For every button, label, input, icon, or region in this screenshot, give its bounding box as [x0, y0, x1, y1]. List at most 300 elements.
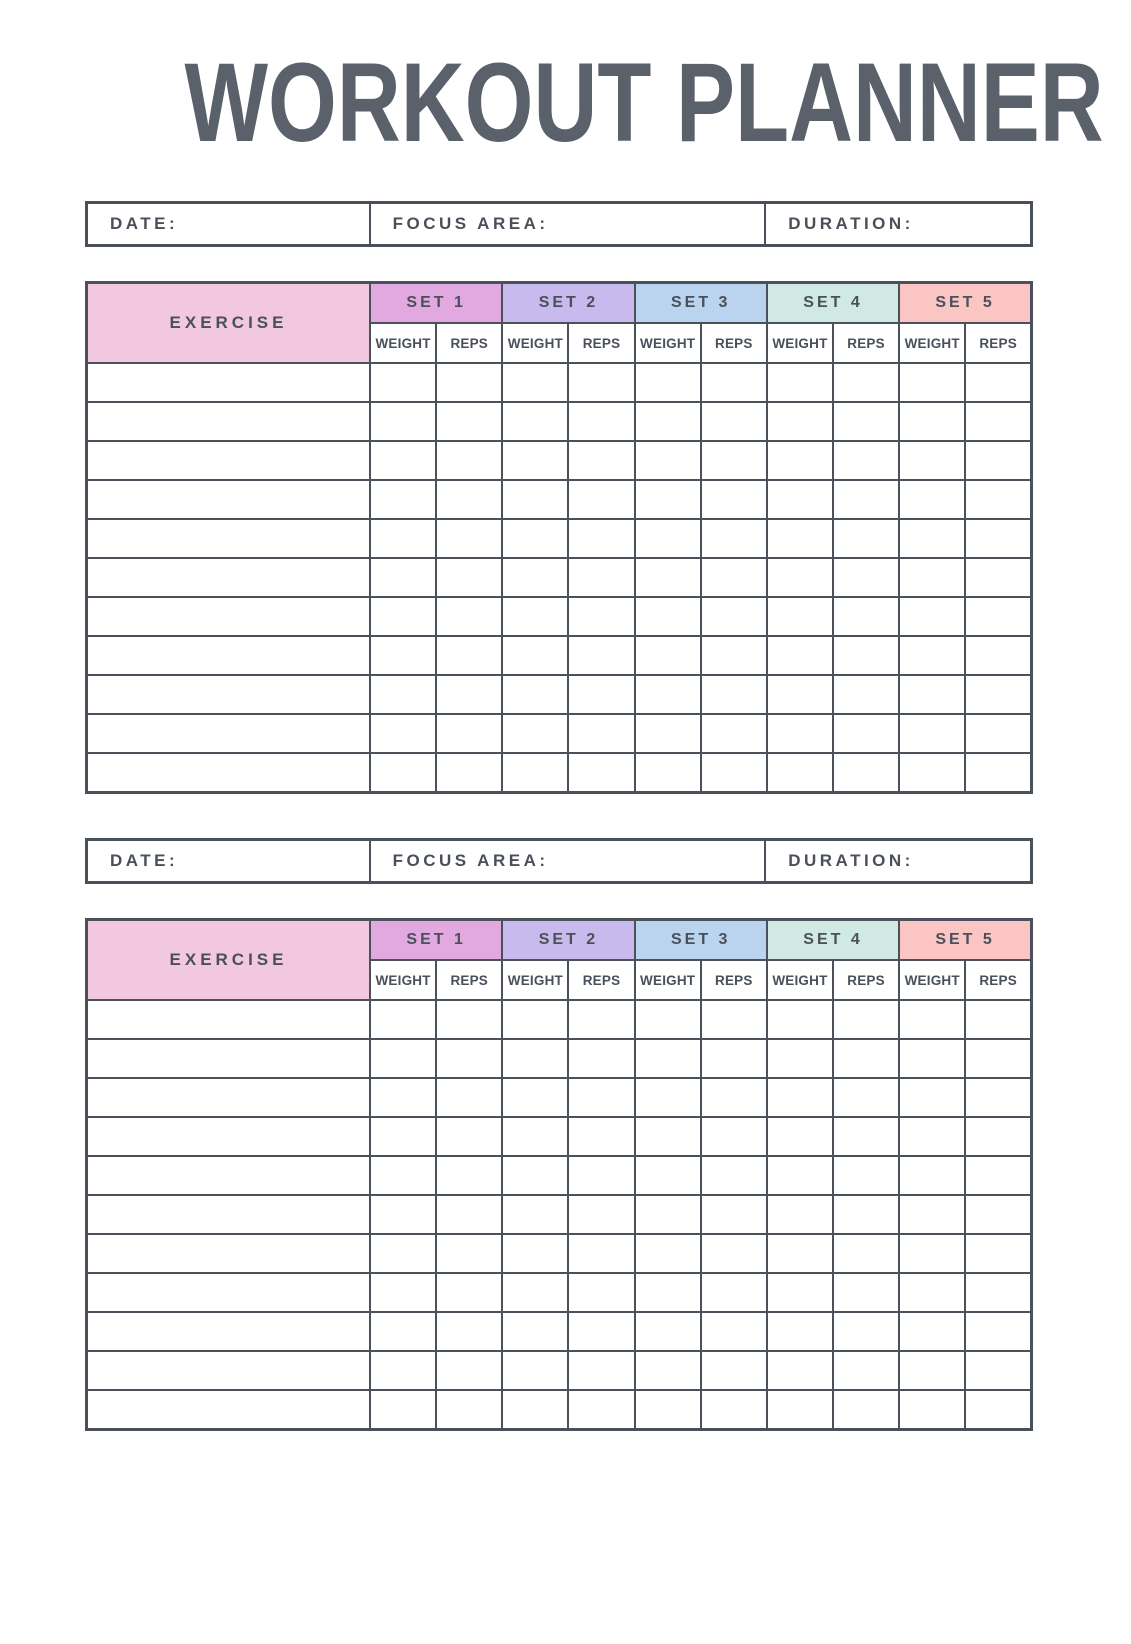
- table-row: [87, 675, 1032, 714]
- session-info-bar: [85, 838, 1033, 884]
- weight-cell: [767, 1039, 833, 1078]
- weight-cell: [767, 1234, 833, 1273]
- reps-cell: [436, 1273, 502, 1312]
- reps-cell: [833, 1234, 899, 1273]
- weight-cell: [502, 675, 568, 714]
- workout-session-section: [85, 838, 1033, 1431]
- weight-cell: [899, 1195, 965, 1234]
- reps-cell: [701, 558, 767, 597]
- focus-area-field: [371, 841, 767, 881]
- weight-cell: [767, 597, 833, 636]
- exercise-cell: [87, 1273, 371, 1312]
- weight-cell: [370, 1390, 436, 1429]
- weight-cell: [635, 714, 701, 753]
- set-3-header: SET 3: [635, 919, 767, 960]
- duration-field: [766, 204, 1030, 244]
- weight-cell: [767, 1117, 833, 1156]
- reps-cell: [701, 1312, 767, 1351]
- weight-cell: [635, 1000, 701, 1039]
- reps-cell: [568, 519, 634, 558]
- weight-cell: [899, 597, 965, 636]
- reps-cell: [568, 1000, 634, 1039]
- reps-cell: [833, 363, 899, 402]
- weight-cell: [767, 636, 833, 675]
- reps-cell: [436, 1156, 502, 1195]
- reps-cell: [568, 1039, 634, 1078]
- weight-cell: [899, 1273, 965, 1312]
- table-row: [87, 1156, 1032, 1195]
- weight-cell: [767, 1156, 833, 1195]
- table-row: [87, 441, 1032, 480]
- reps-cell: [568, 480, 634, 519]
- reps-cell: [965, 402, 1031, 441]
- reps-cell: [436, 363, 502, 402]
- weight-cell: [502, 1078, 568, 1117]
- weight-header: WEIGHT: [370, 960, 436, 1000]
- weight-cell: [502, 714, 568, 753]
- set-5-header: SET 5: [899, 919, 1031, 960]
- set-4-header: SET 4: [767, 282, 899, 323]
- reps-cell: [436, 714, 502, 753]
- reps-header: REPS: [568, 323, 634, 363]
- reps-cell: [701, 1351, 767, 1390]
- weight-cell: [370, 480, 436, 519]
- reps-cell: [568, 1351, 634, 1390]
- duration-label: DURATION:: [788, 213, 914, 233]
- weight-cell: [767, 519, 833, 558]
- weight-cell: [502, 597, 568, 636]
- weight-cell: [767, 558, 833, 597]
- weight-cell: [767, 714, 833, 753]
- weight-header: WEIGHT: [635, 960, 701, 1000]
- reps-header: REPS: [965, 960, 1031, 1000]
- weight-header: WEIGHT: [767, 323, 833, 363]
- reps-cell: [965, 1000, 1031, 1039]
- reps-cell: [436, 1078, 502, 1117]
- exercise-cell: [87, 597, 371, 636]
- table-row: [87, 1351, 1032, 1390]
- set-1-header: SET 1: [370, 919, 502, 960]
- reps-cell: [833, 519, 899, 558]
- reps-cell: [965, 558, 1031, 597]
- table-row: [87, 1039, 1032, 1078]
- set-1-header: SET 1: [370, 282, 502, 323]
- set-3-header: SET 3: [635, 282, 767, 323]
- table-row: [87, 480, 1032, 519]
- reps-cell: [568, 714, 634, 753]
- reps-cell: [436, 1195, 502, 1234]
- weight-cell: [767, 1273, 833, 1312]
- weight-cell: [370, 363, 436, 402]
- weight-cell: [370, 1156, 436, 1195]
- table-row: [87, 1078, 1032, 1117]
- reps-cell: [701, 441, 767, 480]
- reps-cell: [833, 1039, 899, 1078]
- weight-cell: [502, 1273, 568, 1312]
- set-2-header: SET 2: [502, 919, 634, 960]
- reps-cell: [701, 675, 767, 714]
- weight-cell: [370, 753, 436, 792]
- reps-header: REPS: [965, 323, 1031, 363]
- table-row: [87, 1000, 1032, 1039]
- exercise-cell: [87, 519, 371, 558]
- weight-cell: [635, 1312, 701, 1351]
- weight-cell: [370, 1234, 436, 1273]
- table-row: [87, 519, 1032, 558]
- date-label: DATE:: [110, 213, 179, 233]
- reps-header: REPS: [436, 323, 502, 363]
- table-row: [87, 1234, 1032, 1273]
- weight-cell: [635, 1234, 701, 1273]
- reps-cell: [833, 1390, 899, 1429]
- exercise-cell: [87, 1039, 371, 1078]
- exercise-cell: [87, 714, 371, 753]
- reps-cell: [568, 1390, 634, 1429]
- table-row: [87, 753, 1032, 792]
- reps-cell: [965, 753, 1031, 792]
- reps-cell: [436, 1351, 502, 1390]
- reps-cell: [436, 1039, 502, 1078]
- weight-cell: [502, 480, 568, 519]
- reps-cell: [833, 597, 899, 636]
- reps-cell: [965, 1351, 1031, 1390]
- reps-cell: [568, 1195, 634, 1234]
- focus-area-field: [371, 204, 767, 244]
- weight-cell: [767, 441, 833, 480]
- reps-cell: [833, 753, 899, 792]
- reps-cell: [568, 1117, 634, 1156]
- weight-cell: [767, 753, 833, 792]
- reps-cell: [568, 1273, 634, 1312]
- weight-cell: [635, 1156, 701, 1195]
- reps-header: REPS: [701, 323, 767, 363]
- weight-cell: [370, 1351, 436, 1390]
- reps-cell: [833, 480, 899, 519]
- reps-cell: [833, 1312, 899, 1351]
- weight-cell: [899, 714, 965, 753]
- weight-cell: [767, 1195, 833, 1234]
- reps-header: REPS: [701, 960, 767, 1000]
- weight-cell: [767, 1078, 833, 1117]
- focus-area-label: FOCUS AREA:: [392, 850, 549, 870]
- weight-cell: [899, 753, 965, 792]
- reps-cell: [436, 597, 502, 636]
- exercise-cell: [87, 675, 371, 714]
- reps-cell: [701, 1390, 767, 1429]
- reps-cell: [436, 1234, 502, 1273]
- duration-field: [766, 841, 1030, 881]
- reps-header: REPS: [833, 960, 899, 1000]
- reps-cell: [436, 675, 502, 714]
- reps-cell: [436, 636, 502, 675]
- weight-cell: [635, 1078, 701, 1117]
- weight-cell: [635, 675, 701, 714]
- weight-cell: [635, 1195, 701, 1234]
- weight-cell: [502, 1000, 568, 1039]
- weight-cell: [370, 1117, 436, 1156]
- reps-cell: [568, 1156, 634, 1195]
- reps-cell: [568, 636, 634, 675]
- weight-cell: [370, 1195, 436, 1234]
- reps-cell: [965, 441, 1031, 480]
- reps-cell: [965, 1312, 1031, 1351]
- reps-cell: [568, 597, 634, 636]
- weight-cell: [899, 1156, 965, 1195]
- table-row: [87, 558, 1032, 597]
- weight-cell: [899, 558, 965, 597]
- weight-cell: [370, 714, 436, 753]
- weight-cell: [370, 1039, 436, 1078]
- weight-cell: [767, 1312, 833, 1351]
- sections-container: [85, 201, 1033, 1431]
- weight-cell: [899, 441, 965, 480]
- reps-cell: [965, 636, 1031, 675]
- weight-cell: [502, 753, 568, 792]
- exercise-cell: [87, 363, 371, 402]
- weight-cell: [899, 1078, 965, 1117]
- reps-cell: [568, 1312, 634, 1351]
- weight-cell: [502, 402, 568, 441]
- reps-cell: [833, 1078, 899, 1117]
- reps-cell: [701, 753, 767, 792]
- reps-cell: [833, 1351, 899, 1390]
- reps-cell: [701, 1000, 767, 1039]
- weight-cell: [502, 519, 568, 558]
- weight-cell: [370, 402, 436, 441]
- weight-cell: [635, 441, 701, 480]
- exercise-cell: [87, 1195, 371, 1234]
- exercise-header: EXERCISE: [87, 919, 371, 1000]
- exercise-cell: [87, 558, 371, 597]
- weight-cell: [899, 480, 965, 519]
- weight-header: WEIGHT: [502, 323, 568, 363]
- weight-cell: [635, 636, 701, 675]
- reps-cell: [833, 1117, 899, 1156]
- exercise-cell: [87, 480, 371, 519]
- reps-cell: [701, 519, 767, 558]
- weight-cell: [767, 675, 833, 714]
- weight-cell: [635, 1351, 701, 1390]
- exercise-cell: [87, 1312, 371, 1351]
- exercise-cell: [87, 753, 371, 792]
- reps-cell: [701, 714, 767, 753]
- weight-cell: [635, 480, 701, 519]
- reps-cell: [833, 636, 899, 675]
- exercise-cell: [87, 1000, 371, 1039]
- reps-cell: [833, 402, 899, 441]
- set-5-header: SET 5: [899, 282, 1031, 323]
- reps-cell: [833, 1000, 899, 1039]
- table-row: [87, 1312, 1032, 1351]
- reps-cell: [833, 1156, 899, 1195]
- weight-cell: [502, 636, 568, 675]
- weight-cell: [635, 519, 701, 558]
- reps-cell: [436, 558, 502, 597]
- workout-table: [85, 918, 1033, 1431]
- weight-cell: [635, 558, 701, 597]
- table-row: [87, 597, 1032, 636]
- reps-cell: [568, 675, 634, 714]
- set-4-header: SET 4: [767, 919, 899, 960]
- weight-header: WEIGHT: [635, 323, 701, 363]
- weight-cell: [502, 1390, 568, 1429]
- table-row: [87, 402, 1032, 441]
- weight-cell: [502, 441, 568, 480]
- reps-cell: [436, 480, 502, 519]
- weight-cell: [899, 363, 965, 402]
- weight-cell: [370, 1312, 436, 1351]
- exercise-cell: [87, 1390, 371, 1429]
- weight-cell: [635, 753, 701, 792]
- reps-cell: [965, 1039, 1031, 1078]
- reps-cell: [701, 1156, 767, 1195]
- reps-cell: [833, 714, 899, 753]
- weight-cell: [899, 402, 965, 441]
- weight-cell: [370, 441, 436, 480]
- table-row: [87, 1273, 1032, 1312]
- workout-planner-page: [85, 40, 1104, 1431]
- weight-cell: [635, 402, 701, 441]
- weight-cell: [767, 363, 833, 402]
- weight-cell: [370, 558, 436, 597]
- reps-cell: [436, 1312, 502, 1351]
- reps-cell: [701, 363, 767, 402]
- weight-cell: [370, 636, 436, 675]
- weight-cell: [370, 1078, 436, 1117]
- reps-cell: [568, 1078, 634, 1117]
- weight-cell: [502, 363, 568, 402]
- weight-cell: [370, 519, 436, 558]
- reps-cell: [568, 363, 634, 402]
- weight-cell: [635, 363, 701, 402]
- reps-cell: [965, 1078, 1031, 1117]
- date-label: DATE:: [110, 850, 179, 870]
- weight-cell: [370, 675, 436, 714]
- reps-cell: [701, 1078, 767, 1117]
- weight-cell: [899, 1312, 965, 1351]
- weight-header: WEIGHT: [767, 960, 833, 1000]
- reps-cell: [701, 1039, 767, 1078]
- weight-cell: [635, 1117, 701, 1156]
- weight-cell: [635, 1390, 701, 1429]
- reps-cell: [965, 480, 1031, 519]
- reps-cell: [833, 441, 899, 480]
- reps-cell: [436, 1117, 502, 1156]
- focus-area-label: FOCUS AREA:: [392, 213, 549, 233]
- weight-cell: [370, 1000, 436, 1039]
- weight-cell: [767, 480, 833, 519]
- weight-header: WEIGHT: [502, 960, 568, 1000]
- weight-cell: [767, 1351, 833, 1390]
- exercise-cell: [87, 1117, 371, 1156]
- weight-cell: [502, 1117, 568, 1156]
- exercise-header: EXERCISE: [87, 282, 371, 363]
- weight-cell: [635, 597, 701, 636]
- weight-cell: [899, 1351, 965, 1390]
- exercise-cell: [87, 441, 371, 480]
- weight-cell: [502, 1312, 568, 1351]
- weight-cell: [767, 1390, 833, 1429]
- weight-cell: [767, 402, 833, 441]
- exercise-cell: [87, 1351, 371, 1390]
- exercise-cell: [87, 402, 371, 441]
- reps-cell: [436, 753, 502, 792]
- weight-cell: [635, 1273, 701, 1312]
- weight-cell: [899, 1117, 965, 1156]
- reps-cell: [701, 1117, 767, 1156]
- reps-cell: [436, 1390, 502, 1429]
- reps-cell: [965, 1390, 1031, 1429]
- reps-cell: [568, 402, 634, 441]
- set-2-header: SET 2: [502, 282, 634, 323]
- reps-cell: [833, 1273, 899, 1312]
- exercise-cell: [87, 1156, 371, 1195]
- reps-cell: [701, 480, 767, 519]
- reps-cell: [568, 1234, 634, 1273]
- reps-cell: [965, 1273, 1031, 1312]
- table-row: [87, 1390, 1032, 1429]
- reps-header: REPS: [568, 960, 634, 1000]
- weight-cell: [899, 1039, 965, 1078]
- page-title: WORKOUT PLANNER: [184, 40, 1104, 165]
- weight-cell: [502, 1156, 568, 1195]
- reps-cell: [568, 558, 634, 597]
- table-row: [87, 1117, 1032, 1156]
- reps-cell: [965, 597, 1031, 636]
- reps-cell: [701, 1195, 767, 1234]
- weight-cell: [370, 597, 436, 636]
- weight-cell: [899, 1000, 965, 1039]
- reps-cell: [965, 714, 1031, 753]
- weight-cell: [899, 1234, 965, 1273]
- table-row: [87, 636, 1032, 675]
- reps-cell: [965, 1117, 1031, 1156]
- reps-cell: [436, 441, 502, 480]
- reps-cell: [833, 1195, 899, 1234]
- reps-cell: [833, 675, 899, 714]
- exercise-cell: [87, 636, 371, 675]
- weight-cell: [899, 675, 965, 714]
- weight-cell: [502, 1039, 568, 1078]
- weight-cell: [899, 1390, 965, 1429]
- duration-label: DURATION:: [788, 850, 914, 870]
- weight-cell: [502, 1195, 568, 1234]
- reps-cell: [701, 1234, 767, 1273]
- reps-cell: [701, 1273, 767, 1312]
- weight-cell: [899, 636, 965, 675]
- reps-cell: [568, 441, 634, 480]
- table-row: [87, 363, 1032, 402]
- session-info-bar: [85, 201, 1033, 247]
- date-field: [88, 841, 371, 881]
- reps-header: REPS: [833, 323, 899, 363]
- reps-cell: [701, 636, 767, 675]
- workout-session-section: [85, 201, 1033, 794]
- weight-cell: [370, 1273, 436, 1312]
- weight-cell: [502, 558, 568, 597]
- table-row: [87, 714, 1032, 753]
- weight-header: WEIGHT: [370, 323, 436, 363]
- reps-cell: [965, 519, 1031, 558]
- reps-cell: [436, 1000, 502, 1039]
- weight-cell: [635, 1039, 701, 1078]
- reps-header: REPS: [436, 960, 502, 1000]
- reps-cell: [965, 1195, 1031, 1234]
- weight-header: WEIGHT: [899, 323, 965, 363]
- date-field: [88, 204, 371, 244]
- reps-cell: [965, 363, 1031, 402]
- reps-cell: [701, 597, 767, 636]
